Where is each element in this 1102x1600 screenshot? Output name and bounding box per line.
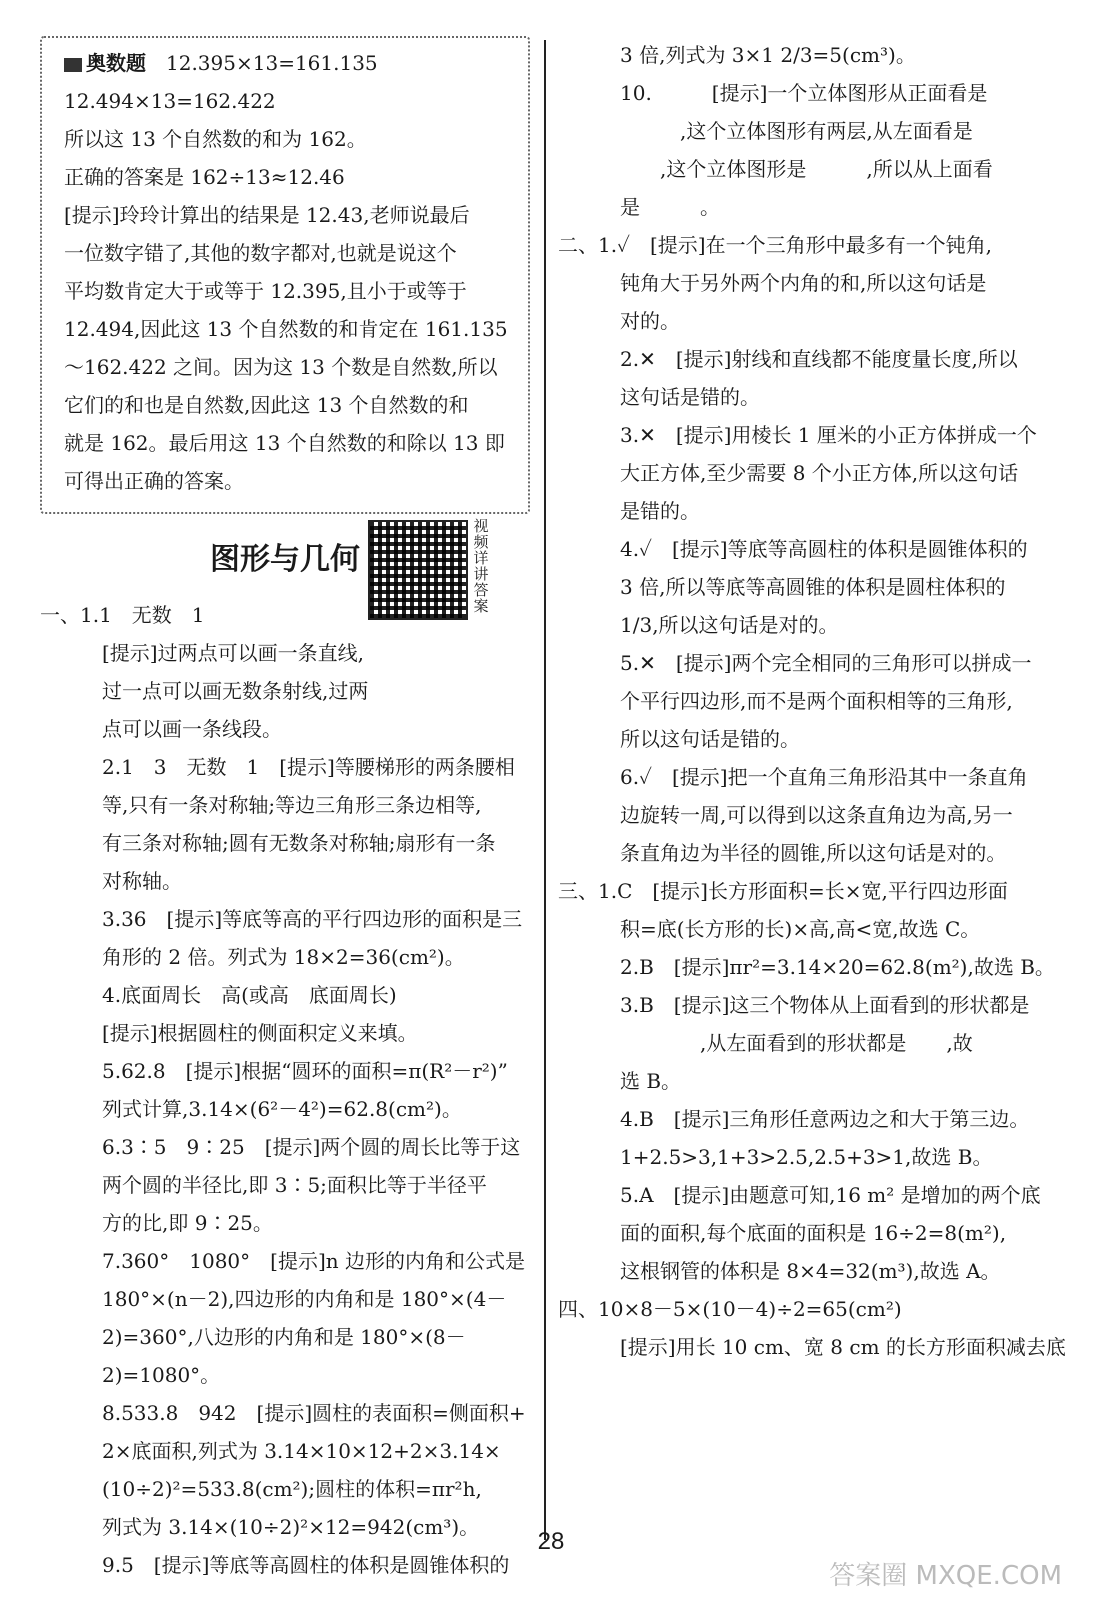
answer-line: 等,只有一条对称轴;等边三角形三条边相等, [102,793,482,817]
qr-label: 视频详讲答案 [473,517,489,615]
answer-line: 是错的。 [620,499,700,523]
olympiad-line: 就是 162。最后用这 13 个自然数的和除以 13 即 [64,431,505,455]
answer-line: 这句话是错的。 [620,385,760,409]
answer-line: 1/3,所以这句话是对的。 [620,613,839,637]
answer-line: 二、1.✓ [提示]在一个三角形中最多有一个钝角, [558,233,992,257]
answer-line: 所以这句话是错的。 [620,727,800,751]
answer-line: 列式为 3.14×(10÷2)²×12=942(cm³)。 [102,1515,480,1539]
answer-line: 积=底(长方形的长)×高,高<宽,故选 C。 [620,917,981,941]
answer-line: 对称轴。 [102,869,182,893]
answer-line: 4.✓ [提示]等底等高圆柱的体积是圆锥体积的 [620,537,1028,561]
answer-line: 有三条对称轴;圆有无数条对称轴;扇形有一条 [102,831,496,855]
answer-line: 两个圆的半径比,即 3∶5;面积比等于半径平 [102,1173,487,1197]
answer-line: 钝角大于另外两个内角的和,所以这句话是 [620,271,987,295]
answer-line: 2.1 3 无数 1 [提示]等腰梯形的两条腰相 [102,755,515,779]
page-number: 28 [537,1528,565,1555]
olympiad-line: 它们的和也是自然数,因此这 13 个自然数的和 [64,393,469,417]
left-answers [40,596,530,1584]
answer-line: 5.62.8 [提示]根据“圆环的面积=π(R²－r²)” [102,1059,508,1083]
answer-line: 这根钢管的体积是 8×4=32(m³),故选 A。 [620,1259,1001,1283]
answer-line: 7.360° 1080° [提示]n 边形的内角和公式是 [102,1249,525,1273]
answer-line: 6.✓ [提示]把一个直角三角形沿其中一条直角 [620,765,1028,789]
answer-line: 2)=360°,八边形的内角和是 180°×(8－ [102,1325,466,1349]
olympiad-line: 平均数肯定大于或等于 12.395,且小于或等于 [64,279,467,303]
answer-line: 4.底面周长 高(或高 底面周长) [102,983,397,1007]
section-title: 图形与几何 [210,542,360,577]
olympiad-line: 所以这 13 个自然数的和为 162。 [64,127,367,151]
answer-line: ,这个立体图形有两层,从左面看是 [620,119,973,143]
answer-line: 4.B [提示]三角形任意两边之和大于第三边。 [620,1107,1030,1131]
olympiad-line: 12.494,因此这 13 个自然数的和肯定在 161.135 [64,317,508,341]
answer-line: 3 倍,列式为 3×1 2/3=5(cm³)。 [620,43,916,67]
answer-line: 方的比,即 9∶25。 [102,1211,273,1235]
answer-line: 过一点可以画无数条射线,过两 [102,679,369,703]
answer-line: 个平行四边形,而不是两个面积相等的三角形, [620,689,1013,713]
answer-line: 5.✕ [提示]两个完全相同的三角形可以拼成一 [620,651,1032,675]
column-divider [544,40,546,1540]
olympiad-line: 12.494×13=162.422 [64,89,276,113]
answer-line: 一、1.1 无数 1 [40,603,205,627]
answer-line: 3.✕ [提示]用棱长 1 厘米的小正方体拼成一个 [620,423,1037,447]
olympiad-header [64,44,514,82]
answer-line: ,从左面看到的形状都是 ,故 [620,1031,973,1055]
book-icon [64,58,82,72]
right-answers [558,36,1066,1366]
answer-line: ,这个立体图形是 ,所以从上面看 [620,157,993,181]
answer-line: [提示]用长 10 cm、宽 8 cm 的长方形面积减去底 [620,1335,1066,1359]
watermark: 答案圈 MXQE.COM [829,1561,1062,1591]
answer-line: 2)=1080°。 [102,1363,221,1387]
olympiad-label: 奥数题 [86,51,146,75]
answer-line: 四、10×8－5×(10－4)÷2=65(cm²) [558,1297,902,1321]
answer-line: 列式计算,3.14×(6²－4²)=62.8(cm²)。 [102,1097,462,1121]
answer-line: [提示]过两点可以画一条直线, [102,641,364,665]
answer-line: [提示]根据圆柱的侧面积定义来填。 [102,1021,418,1045]
answer-line: 对的。 [620,309,680,333]
answer-line: 角形的 2 倍。列式为 18×2=36(cm²)。 [102,945,465,969]
answer-line: 三、1.C [提示]长方形面积=长×宽,平行四边形面 [558,879,1008,903]
answer-line: 10. [提示]一个立体图形从正面看是 [620,81,988,105]
olympiad-line: 一位数字错了,其他的数字都对,也就是说这个 [64,241,457,265]
answer-line: 9.5 [提示]等底等高圆柱的体积是圆锥体积的 [102,1553,510,1577]
answer-line: 边旋转一周,可以得到以这条直角边为高,另一 [620,803,1013,827]
answer-line: 是 。 [620,195,720,219]
answer-line: 面的面积,每个底面的面积是 16÷2=8(m²), [620,1221,1007,1245]
answer-line: 180°×(n－2),四边形的内角和是 180°×(4－ [102,1287,507,1311]
answer-line: 2.✕ [提示]射线和直线都不能度量长度,所以 [620,347,1018,371]
olympiad-line: [提示]玲玲计算出的结果是 12.43,老师说最后 [64,203,470,227]
olympiad-line: 12.395×13=161.135 [166,51,378,75]
answer-line: 3 倍,所以等底等高圆锥的体积是圆柱体积的 [620,575,1006,599]
olympiad-line: ～162.422 之间。因为这 13 个数是自然数,所以 [64,355,498,379]
answer-line: 8.533.8 942 [提示]圆柱的表面积=侧面积+ [102,1401,526,1425]
answer-line: 1+2.5>3,1+3>2.5,2.5+3>1,故选 B。 [620,1145,993,1169]
answer-line: 3.36 [提示]等底等高的平行四边形的面积是三 [102,907,523,931]
answer-line: 点可以画一条线段。 [102,717,282,741]
answer-line: 大正方体,至少需要 8 个小正方体,所以这句话 [620,461,1019,485]
answer-line: 6.3∶5 9∶25 [提示]两个圆的周长比等于这 [102,1135,521,1159]
answer-line: (10÷2)²=533.8(cm²);圆柱的体积=πr²h, [102,1477,482,1501]
left-column [40,36,530,1584]
answer-line: 选 B。 [620,1069,682,1093]
answer-line: 5.A [提示]由题意可知,16 m² 是增加的两个底 [620,1183,1041,1207]
answer-line: 2×底面积,列式为 3.14×10×12+2×3.14× [102,1439,501,1463]
olympiad-line: 可得出正确的答案。 [64,469,244,493]
answer-line: 3.B [提示]这三个物体从上面看到的形状都是 [620,993,1030,1017]
right-column [558,36,1066,1366]
qr-code-icon[interactable] [368,520,468,620]
olympiad-box [40,36,530,514]
answer-line: 2.B [提示]πr²=3.14×20=62.8(m²),故选 B。 [620,955,1055,979]
olympiad-line: 正确的答案是 162÷13≈12.46 [64,165,345,189]
answer-line: 条直角边为半径的圆锥,所以这句话是对的。 [620,841,1007,865]
